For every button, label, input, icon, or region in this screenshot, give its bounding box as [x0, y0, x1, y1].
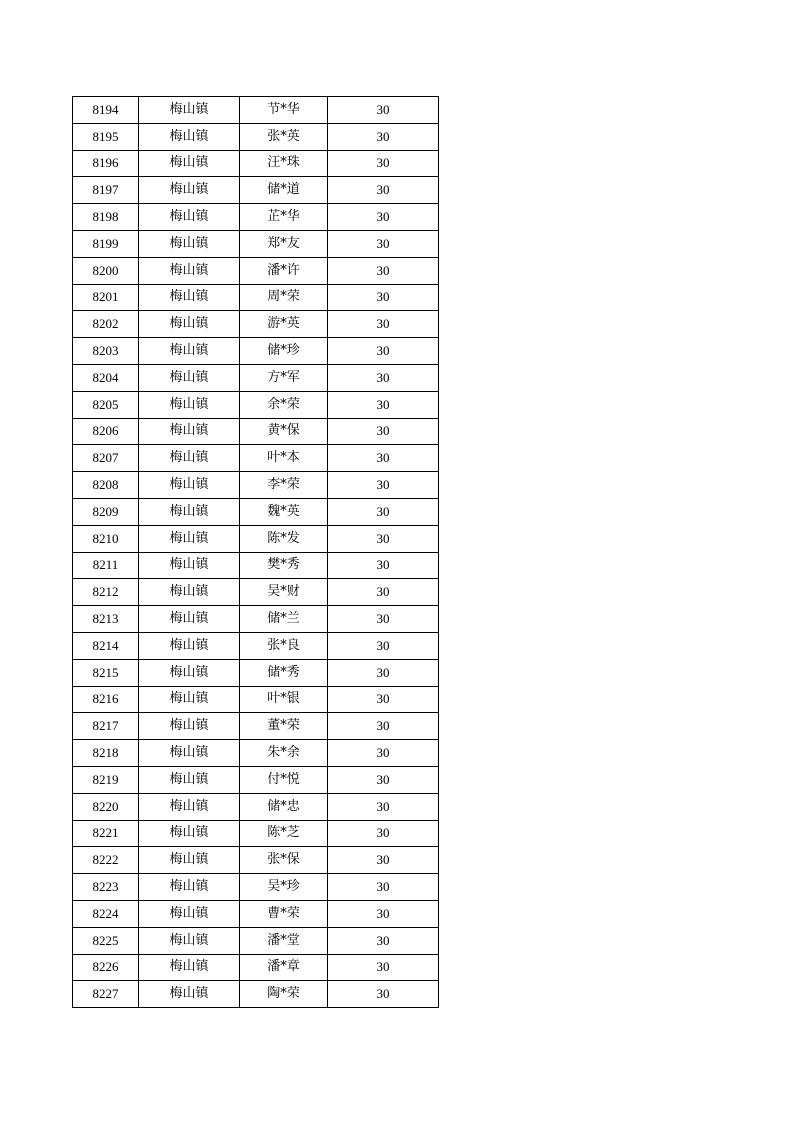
amount-cell: 30 [328, 418, 439, 445]
person-name-cell: 潘*章 [240, 954, 328, 981]
amount-cell: 30 [328, 632, 439, 659]
record-id-cell: 8208 [73, 472, 139, 499]
record-id-cell: 8214 [73, 632, 139, 659]
roster-table [72, 96, 439, 1008]
record-id-cell: 8196 [73, 150, 139, 177]
person-name-cell: 周*荣 [240, 284, 328, 311]
amount-cell: 30 [328, 204, 439, 231]
person-name-cell: 储*珍 [240, 338, 328, 365]
town-cell: 梅山镇 [139, 123, 240, 150]
record-id-cell: 8202 [73, 311, 139, 338]
person-name-cell: 储*秀 [240, 659, 328, 686]
record-id-cell: 8210 [73, 525, 139, 552]
amount-cell: 30 [328, 445, 439, 472]
town-cell: 梅山镇 [139, 418, 240, 445]
table-row [73, 632, 439, 659]
town-cell: 梅山镇 [139, 472, 240, 499]
person-name-cell: 余*荣 [240, 391, 328, 418]
record-id-cell: 8207 [73, 445, 139, 472]
record-id-cell: 8223 [73, 874, 139, 901]
town-cell: 梅山镇 [139, 177, 240, 204]
person-name-cell: 潘*许 [240, 257, 328, 284]
person-name-cell: 张*保 [240, 847, 328, 874]
table-row [73, 311, 439, 338]
amount-cell: 30 [328, 552, 439, 579]
record-id-cell: 8198 [73, 204, 139, 231]
amount-cell: 30 [328, 391, 439, 418]
record-id-cell: 8200 [73, 257, 139, 284]
person-name-cell: 储*道 [240, 177, 328, 204]
amount-cell: 30 [328, 981, 439, 1008]
town-cell: 梅山镇 [139, 713, 240, 740]
record-id-cell: 8219 [73, 766, 139, 793]
town-cell: 梅山镇 [139, 606, 240, 633]
person-name-cell: 李*荣 [240, 472, 328, 499]
record-id-cell: 8226 [73, 954, 139, 981]
town-cell: 梅山镇 [139, 230, 240, 257]
town-cell: 梅山镇 [139, 820, 240, 847]
table-row [73, 230, 439, 257]
person-name-cell: 郑*友 [240, 230, 328, 257]
table-row [73, 177, 439, 204]
town-cell: 梅山镇 [139, 150, 240, 177]
table-row [73, 740, 439, 767]
person-name-cell: 张*英 [240, 123, 328, 150]
table-row [73, 204, 439, 231]
town-cell: 梅山镇 [139, 900, 240, 927]
record-id-cell: 8197 [73, 177, 139, 204]
person-name-cell: 储*兰 [240, 606, 328, 633]
record-id-cell: 8204 [73, 364, 139, 391]
town-cell: 梅山镇 [139, 686, 240, 713]
roster-table-body [73, 97, 439, 1008]
record-id-cell: 8213 [73, 606, 139, 633]
town-cell: 梅山镇 [139, 927, 240, 954]
amount-cell: 30 [328, 900, 439, 927]
table-row [73, 123, 439, 150]
town-cell: 梅山镇 [139, 632, 240, 659]
person-name-cell: 潘*堂 [240, 927, 328, 954]
person-name-cell: 陶*荣 [240, 981, 328, 1008]
town-cell: 梅山镇 [139, 766, 240, 793]
table-row [73, 981, 439, 1008]
town-cell: 梅山镇 [139, 579, 240, 606]
record-id-cell: 8205 [73, 391, 139, 418]
amount-cell: 30 [328, 793, 439, 820]
amount-cell: 30 [328, 954, 439, 981]
town-cell: 梅山镇 [139, 364, 240, 391]
record-id-cell: 8218 [73, 740, 139, 767]
record-id-cell: 8209 [73, 498, 139, 525]
table-row [73, 552, 439, 579]
table-row [73, 472, 439, 499]
record-id-cell: 8222 [73, 847, 139, 874]
amount-cell: 30 [328, 686, 439, 713]
amount-cell: 30 [328, 97, 439, 124]
amount-cell: 30 [328, 659, 439, 686]
amount-cell: 30 [328, 257, 439, 284]
amount-cell: 30 [328, 874, 439, 901]
amount-cell: 30 [328, 311, 439, 338]
table-row [73, 257, 439, 284]
town-cell: 梅山镇 [139, 793, 240, 820]
amount-cell: 30 [328, 284, 439, 311]
record-id-cell: 8195 [73, 123, 139, 150]
amount-cell: 30 [328, 472, 439, 499]
record-id-cell: 8215 [73, 659, 139, 686]
record-id-cell: 8194 [73, 97, 139, 124]
record-id-cell: 8212 [73, 579, 139, 606]
town-cell: 梅山镇 [139, 97, 240, 124]
table-row [73, 391, 439, 418]
person-name-cell: 储*忠 [240, 793, 328, 820]
table-row [73, 498, 439, 525]
person-name-cell: 朱*余 [240, 740, 328, 767]
person-name-cell: 吴*财 [240, 579, 328, 606]
person-name-cell: 节*华 [240, 97, 328, 124]
amount-cell: 30 [328, 606, 439, 633]
table-row [73, 820, 439, 847]
record-id-cell: 8227 [73, 981, 139, 1008]
table-row [73, 766, 439, 793]
town-cell: 梅山镇 [139, 338, 240, 365]
town-cell: 梅山镇 [139, 284, 240, 311]
amount-cell: 30 [328, 713, 439, 740]
person-name-cell: 黄*保 [240, 418, 328, 445]
person-name-cell: 芷*华 [240, 204, 328, 231]
table-row [73, 579, 439, 606]
table-row [73, 793, 439, 820]
town-cell: 梅山镇 [139, 391, 240, 418]
record-id-cell: 8199 [73, 230, 139, 257]
person-name-cell: 游*英 [240, 311, 328, 338]
table-row [73, 364, 439, 391]
record-id-cell: 8216 [73, 686, 139, 713]
amount-cell: 30 [328, 364, 439, 391]
amount-cell: 30 [328, 230, 439, 257]
person-name-cell: 叶*银 [240, 686, 328, 713]
table-row [73, 713, 439, 740]
amount-cell: 30 [328, 766, 439, 793]
roster-sheet [72, 96, 438, 1008]
town-cell: 梅山镇 [139, 874, 240, 901]
table-row [73, 686, 439, 713]
person-name-cell: 樊*秀 [240, 552, 328, 579]
amount-cell: 30 [328, 579, 439, 606]
town-cell: 梅山镇 [139, 954, 240, 981]
town-cell: 梅山镇 [139, 311, 240, 338]
amount-cell: 30 [328, 150, 439, 177]
person-name-cell: 吴*珍 [240, 874, 328, 901]
town-cell: 梅山镇 [139, 981, 240, 1008]
table-row [73, 418, 439, 445]
person-name-cell: 张*良 [240, 632, 328, 659]
table-row [73, 900, 439, 927]
amount-cell: 30 [328, 338, 439, 365]
amount-cell: 30 [328, 525, 439, 552]
amount-cell: 30 [328, 123, 439, 150]
table-row [73, 847, 439, 874]
person-name-cell: 叶*本 [240, 445, 328, 472]
table-row [73, 97, 439, 124]
amount-cell: 30 [328, 177, 439, 204]
town-cell: 梅山镇 [139, 445, 240, 472]
amount-cell: 30 [328, 498, 439, 525]
table-row [73, 284, 439, 311]
town-cell: 梅山镇 [139, 204, 240, 231]
town-cell: 梅山镇 [139, 257, 240, 284]
table-row [73, 445, 439, 472]
amount-cell: 30 [328, 740, 439, 767]
record-id-cell: 8211 [73, 552, 139, 579]
table-row [73, 150, 439, 177]
record-id-cell: 8206 [73, 418, 139, 445]
table-row [73, 338, 439, 365]
person-name-cell: 董*荣 [240, 713, 328, 740]
record-id-cell: 8217 [73, 713, 139, 740]
record-id-cell: 8203 [73, 338, 139, 365]
town-cell: 梅山镇 [139, 498, 240, 525]
person-name-cell: 方*军 [240, 364, 328, 391]
town-cell: 梅山镇 [139, 525, 240, 552]
person-name-cell: 付*悦 [240, 766, 328, 793]
person-name-cell: 魏*英 [240, 498, 328, 525]
person-name-cell: 曹*荣 [240, 900, 328, 927]
town-cell: 梅山镇 [139, 847, 240, 874]
town-cell: 梅山镇 [139, 740, 240, 767]
person-name-cell: 陈*发 [240, 525, 328, 552]
table-row [73, 954, 439, 981]
table-row [73, 659, 439, 686]
amount-cell: 30 [328, 927, 439, 954]
table-row [73, 927, 439, 954]
person-name-cell: 陈*芝 [240, 820, 328, 847]
amount-cell: 30 [328, 847, 439, 874]
town-cell: 梅山镇 [139, 659, 240, 686]
table-row [73, 874, 439, 901]
table-row [73, 525, 439, 552]
record-id-cell: 8224 [73, 900, 139, 927]
record-id-cell: 8221 [73, 820, 139, 847]
amount-cell: 30 [328, 820, 439, 847]
table-row [73, 606, 439, 633]
record-id-cell: 8220 [73, 793, 139, 820]
person-name-cell: 汪*珠 [240, 150, 328, 177]
record-id-cell: 8225 [73, 927, 139, 954]
town-cell: 梅山镇 [139, 552, 240, 579]
record-id-cell: 8201 [73, 284, 139, 311]
